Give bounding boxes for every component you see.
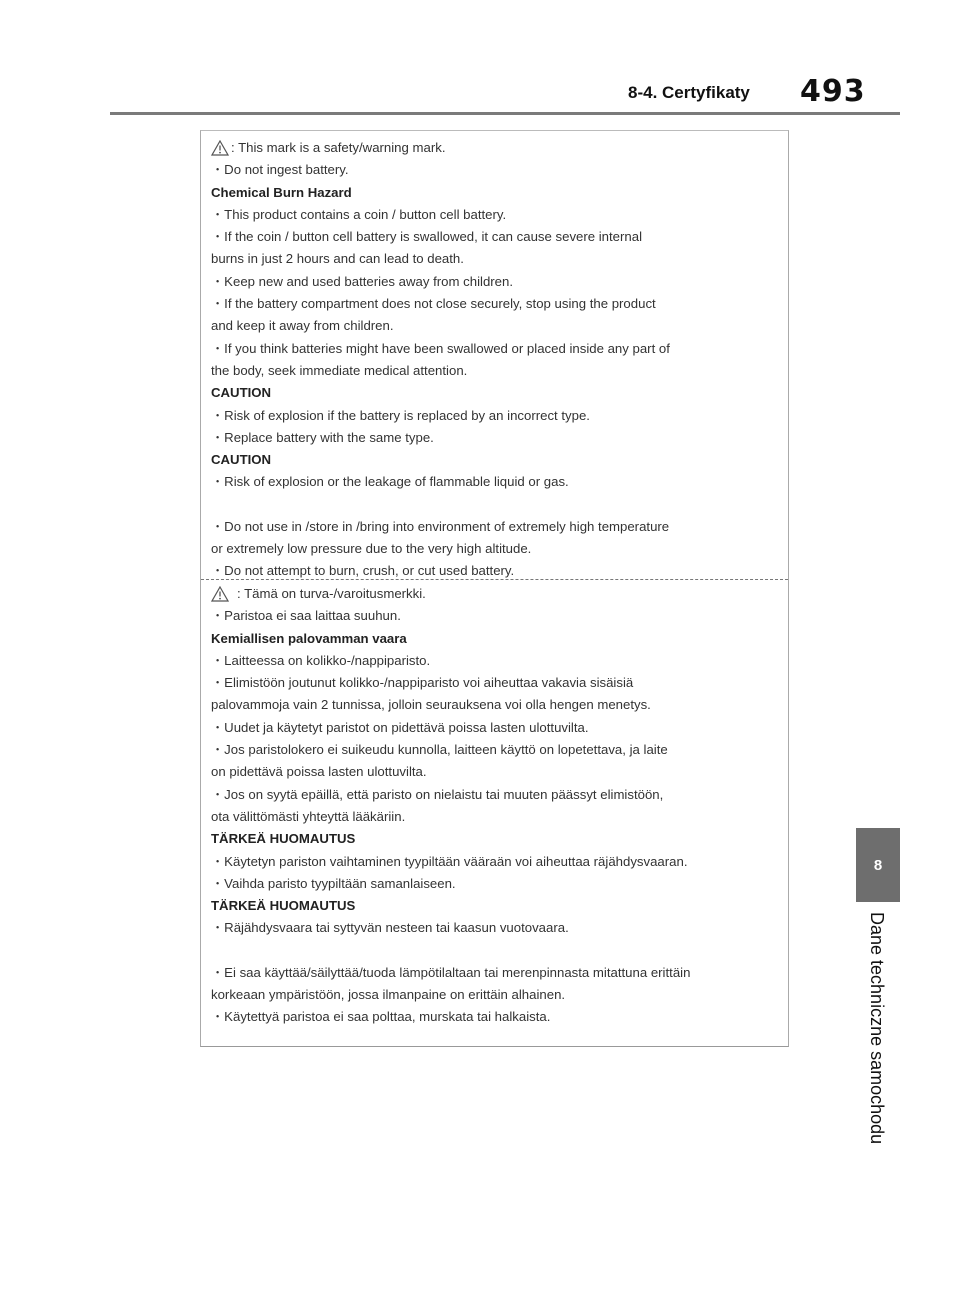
finnish-lines xyxy=(211,605,781,1028)
text-line: ・Jos paristolokero ei suikeudu kunnolla, laitteen käyttö on lopetettava, ja laite xyxy=(211,742,668,758)
english-lines xyxy=(211,159,781,582)
page-number: 493 xyxy=(800,74,866,109)
finnish-warning-text: : Tämä on turva-/varoitusmerkki. xyxy=(237,586,426,601)
english-warning-text: : This mark is a safety/warning mark. xyxy=(231,140,446,155)
text-line: ・If you think batteries might have been swallowed or placed inside any part of xyxy=(211,340,670,356)
text-line: ・Uudet ja käytetyt paristot on pidettävä poissa lasten ulottuvilta. xyxy=(211,719,589,735)
text-line: ・Do not use in /store in /bring into environment of extremely high temperature xyxy=(211,518,670,534)
section-title: 8-4. Certyfikaty xyxy=(628,83,750,102)
text-line: ・Räjähdysvaara tai syttyvän nesteen tai kaasun vuotovaara. xyxy=(211,920,569,936)
spacer xyxy=(211,494,781,516)
section-heading: CAUTION xyxy=(211,385,272,401)
chapter-number: 8 xyxy=(873,856,883,874)
text-line: ・Keep new and used batteries away from children. xyxy=(211,273,514,289)
text-line: or extremely low pressure due to the very high altitude. xyxy=(211,541,532,557)
english-warning-line xyxy=(211,137,781,159)
header-rule xyxy=(110,112,900,115)
text-line: burns in just 2 hours and can lead to death. xyxy=(211,251,464,267)
text-line: and keep it away from children. xyxy=(211,318,394,334)
section-heading: Chemical Burn Hazard xyxy=(211,184,352,200)
finnish-section xyxy=(211,583,781,1029)
text-line: ・Ei saa käyttää/säilyttää/tuoda lämpötilaltaan tai merenpinnasta mitattuna erittäin xyxy=(211,964,691,980)
section-divider xyxy=(201,579,788,580)
text-line: ・Käytetyn pariston vaihtaminen tyypiltään vääraän voi aiheuttaa räjähdysvaaran. xyxy=(211,853,688,869)
chapter-label: Dane techniczne samochodu xyxy=(867,912,887,1145)
section-heading: TÄRKEÄ HUOMAUTUS xyxy=(211,831,356,847)
text-line: ・This product contains a coin / button cell battery. xyxy=(211,206,507,222)
text-line: ・Jos on syytä epäillä, että paristo on nielaistu tai muuten päässyt elimistöön, xyxy=(211,786,664,802)
spacer xyxy=(211,940,781,962)
section-heading: Kemiallisen palovamman vaara xyxy=(211,630,407,646)
text-line: ・Replace battery with the same type. xyxy=(211,429,434,445)
warning-triangle-icon xyxy=(211,586,229,602)
text-line: ・Vaihda paristo tyypiltään samanlaiseen. xyxy=(211,875,456,891)
text-line: ・Risk of explosion or the leakage of flammable liquid or gas. xyxy=(211,474,569,490)
warning-triangle-icon xyxy=(211,140,229,156)
text-line: ・Käytettyä paristoa ei saa polttaa, murskata tai halkaista. xyxy=(211,1009,551,1025)
chapter-side-label xyxy=(862,912,892,1152)
text-line: on pidettävä poissa lasten ulottuvilta. xyxy=(211,764,427,780)
section-heading: CAUTION xyxy=(211,452,272,468)
text-line: ・If the coin / button cell battery is swallowed, it can cause severe internal xyxy=(211,229,643,245)
text-line: ・Elimistöön joutunut kolikko-/nappiparisto voi aiheuttaa vakavia sisäisiä xyxy=(211,675,634,691)
text-line: ・Risk of explosion if the battery is replaced by an incorrect type. xyxy=(211,407,590,423)
section-heading: TÄRKEÄ HUOMAUTUS xyxy=(211,898,356,914)
text-line: ota välittömästi yhteyttä lääkäriin. xyxy=(211,808,406,824)
text-line: ・Do not ingest battery. xyxy=(211,162,349,178)
text-line: palovammoja vain 2 tunnissa, jolloin seurauksena voi olla hengen menetys. xyxy=(211,697,651,713)
text-line: korkeaan ympäristöön, jossa ilmanpaine on erittäin alhainen. xyxy=(211,987,566,1003)
english-section xyxy=(211,137,781,583)
text-line: ・If the battery compartment does not close securely, stop using the product xyxy=(211,296,656,312)
text-line: the body, seek immediate medical attention. xyxy=(211,362,468,378)
text-line: ・Paristoa ei saa laittaa suuhun. xyxy=(211,608,401,624)
chapter-tab[interactable] xyxy=(856,828,900,902)
finnish-warning-line xyxy=(211,583,781,605)
text-line: ・Laitteessa on kolikko-/nappiparisto. xyxy=(211,652,431,668)
battery-warning-label xyxy=(200,130,789,1047)
text-line: ・Do not attempt to burn, crush, or cut used battery. xyxy=(211,563,515,579)
